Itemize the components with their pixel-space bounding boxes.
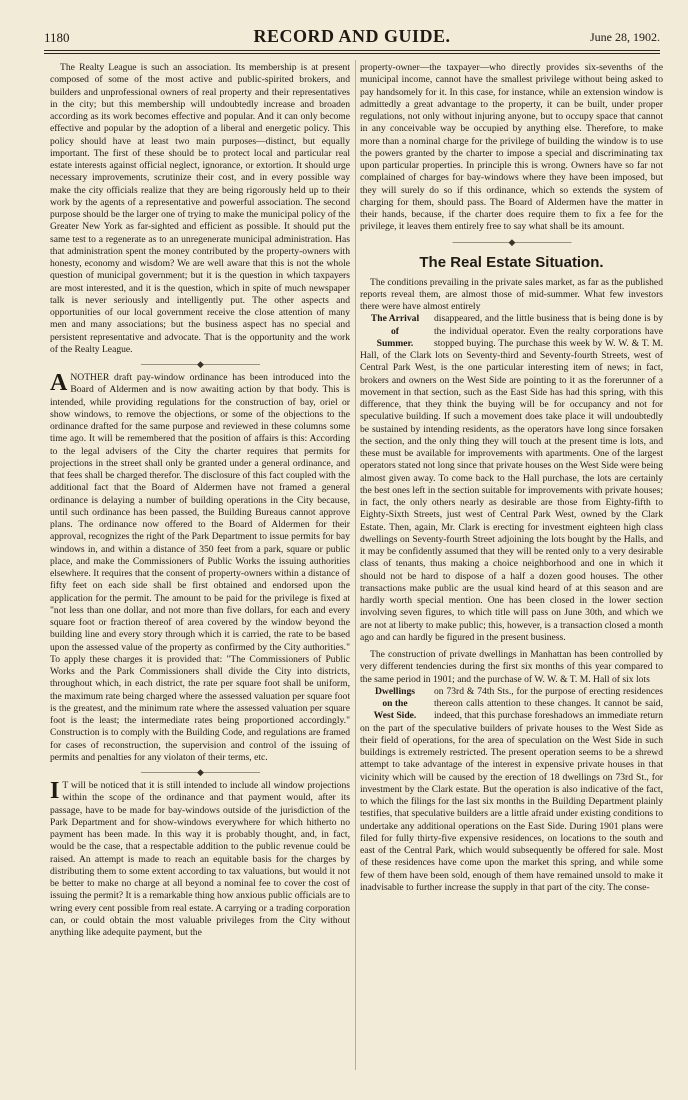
- left-column: [50, 62, 350, 939]
- right-column: [360, 62, 663, 894]
- paragraph-speculative-builders: on 73rd & 74th Sts., for the purpose of erecting residences thereon calls attention to these changes. It cannot be said, indeed, that this purchase foreshadows an immediate return on the part of the speculative builders of private houses to the West Side as their field of operations, for the area of speculation on the West Side in such buildings is extremely restricted. The present operation seems to be a shrewd attempt to take advantage of the interest in expensive private houses in that vicinity which will be caused by the erection of 18 dwellings on 73rd St., for investment by the Clark estate. But the operation is also indicative of the fact, to which the filings for the last six months in the Building Department plainly testifies, that speculative builders are a little afraid under existing conditions to undertake any additional operations on the East Side. During 1901 plans were filed for fully thirty-five expensive residences, on locations to the south and east of the Central Park, which would subsequently be offered for sale. Most of these residences have come upon the market this spring, and while some few of them have been sold, enough of them have remained unsold to make it inadvisable to further increase the supply in that part of the city. The conse-: [360, 685, 663, 893]
- publication-title: RECORD AND GUIDE.: [253, 26, 451, 46]
- section-ornament: ———————◆———————: [141, 767, 259, 777]
- paragraph-realty-league: The Realty League is such an association. Its membership is at present composed of some of the most active and public-spirited brokers, and builders and unprofessional owners of real property and their representatives in the city; but this membership will undoubtedly increase and broaden according as its work becomes effective and popular. And it can only become effective and popular by the adoption of a liberal and energetic policy. This policy should have at least two main purposes—distinct, but equally important. The first of these should be to protect local and particular real estate interests against official neglect, ignorance, or extortion. It should urge necessary improvements, scrutinize their cost, and in every possible way make the city officials realize that they are being rigorously held up to their work by the agents of a representative and powerful association. The second purpose should be the larger one of trying to make the municipal policy of the Greater New York as far-sighted and efficient as possible. It should put the same test to a regenerate as to an unregenerate municipal administration. Has that administration spent the money contributed by the property-owners with honesty, economy and wisdom? We are well aware that this is not the whole question of municipal government; but it is the question in which taxpayers are most interested, and it is the question, which in spite of much newspaper talk is never seriously and intelligently put. The other aspects and opportunities of our local government receive the close attention of many men and many associations; but the business aspect has no special and persistent representative and advocate. That is the opportunity and the work of the Realty League.: [50, 62, 350, 355]
- page-number: 1180: [44, 30, 70, 45]
- header-rule-bottom: [44, 53, 660, 54]
- paragraph-text: T will be noticed that it is still intended to include all window projections within the scope of the ordinance and that payment would, after its passage, have to be made for bay-windows outside of the jurisdiction of the Park Department and for show-windows everywhere for which hitherto no payment has been made. In this way it is probably thought, and, in fact, would be the case, that a respectable addition to the public revenue could be raised. An attempt is made to reach an equitable basis for the charges by distributing them to some extent according to tax valuations, but would it not be better to make no charge at all beyond a nominal fee to cover the cost of issuing the permit? It is a remarkable thing how anxious public officials are to wring every cent possible from real estate. A carrying or a trading corporation can, or could obtain the most valuable privileges from the City without anything like adequite payment, but the: [50, 780, 350, 938]
- section-ornament: ———————◆———————: [141, 359, 259, 369]
- side-heading-arrival-of-summer: The Arrival of Summer.: [370, 313, 420, 349]
- paragraph-construction: The construction of private dwellings in Manhattan has been controlled by very different tendencies during the first six months of this year compared to the same period in 1901; and the purchase of W. W. & T. M. Hall of six lots: [360, 649, 663, 685]
- paragraph-pay-window-ordinance: [50, 372, 350, 764]
- paragraph-property-owner: property-owner—the taxpayer—who directly provides six-sevenths of the municipal income, cannot have the smallest privilege without being asked to pay handsomely for it. In this case, for instance, while an extension window is admittedly a great advantage to the property, it can be built, under proper regulations, not only without injuring anyone, but to occupy space that cannot in any conceivable way be occupied by anything else. Therefore, to make more than a nominal charge for the privilege of building the window is to use the powers granted by the charter to impose a special and discriminating tax upon particular properties. In principle this is wrong. Owners have so far not complained of charges for bay-windows where they have been imposed, but they will surely do so if this ordinance, which so extends the system of charging for them, should pass. The Board of Aldermen have the matter in their hands, because, if the charter does require them to fix a fee for the privilege, it leaves them entirely free to say what shall be its amount.: [360, 62, 663, 233]
- header-rule-top: [44, 50, 660, 51]
- paragraph-window-projections: [50, 780, 350, 939]
- paragraph-conditions: The conditions prevailing in the private sales market, as far as the published reports reveal them, are almost those of mid-summer. What few investors there were have almost entirely: [360, 276, 663, 312]
- page-header: [44, 26, 660, 48]
- side-heading-dwellings-west-side: Dwellings on the West Side.: [373, 685, 417, 722]
- drop-cap: A: [50, 370, 68, 396]
- column-divider: [355, 60, 356, 1070]
- drop-cap: I: [50, 778, 60, 804]
- section-ornament: ———————◆———————: [452, 236, 571, 247]
- section-title: The Real Estate Situation.: [419, 253, 604, 271]
- paragraph-hall-purchase: disappeared, and the little business that is being done is by the individual operator. Even the realty corporations have stopped buying. The purchase this week by W. W. & T. M. Hall, of the Clark lots on Seventy-third and Seventy-fourth Streets, west of Central Park West, is the one particular interesting item of news; in fact, brokers and owners on the West Side are pointing to it as the forerunner of a movement in that section, such as the East Side has had this spring, with this difference, that they think the buying will be for occupancy and not for speculative building. If such a movement does take place it will undoubtedly be sustained by intending residents, as the operators have long since forsaken the section, and the only thing they will touch at the present time is lots, and these must be available for improvements with apartments. One of the largest operators stated not long since that private houses on the West Side were being almost given away. To come back to the Hall purchase, the lots are certainly the best ones left in the section suitable for improvements with private houses; in fact, the only others nearly as desirable are those from Eighty-fifth to Eighty-Sixth Streets, just west of Central Park West, owned by the Clark Estate. Then, again, Mr. Clark is erecting for investment eighteen high class dwellings on Seventy-fourth Street adjoining the lots bought by the Halls, and it may be confidently assumed that they will be rented only to a very desirable class of tenants, thus making a choice neighborhood and one in which it should not be hard to dispose of a half a dozen good houses. The other transactions make public are the usual kind heard of at this season and are hardly worth special mention. One has been closed in the lower section involving seven figures, to which title will pass on June 30th, and which we are not at liberty to make public; this, however, is a transaction closed a month ago and can hardly be figured in the present business.: [360, 313, 663, 643]
- paragraph-text: NOTHER draft pay-window ordinance has been introduced into the Board of Aldermen and is now awaiting action by that body. This is intended, while providing regulations for the construction of bay, oriel or show windows, to remove the objections, or some of the objections to the ordinance drafted for the same purpose and reviewed in these columns some time ago. It will be remembered that the position of affairs is this: According to the legal advisers of the City the charter requires that permits for projections in the street shall only be granted under a general ordinance, and that fees shall be charged therefor. The disclosure of this fact coupled with the additional fact that the Board of Aldermen have not framed a general ordinance is delaying a number of building operations in the City because, until such ordinance has been passed, the Building Bureaus cannot approve plans. The ordinance now offered to the Board of Aldermen for their approval, recognizes the right of the Park Department to issue permits for bay windows in, and within a distance of 350 feet from a park, square or public place, and make the Commissioners of Public Works the issuing authorities elsewhere. It requires that the consent of property-owners within a distance of fifty feet on each side shall be first obtained and endorsed upon the application for the permit. The amount to be paid for the privilege is fixed at "not less than one dollar, and not more than five dollars, for each and every square foot or fraction thereof of area covered by the window beyond the building line and every story through which it is carried, the rate to be based upon the assessed value of the property as confirmed by the City authorities." To apply these charges it is provided that: "The Commissioners of Public Works and the Park Commissioners shall divide the City into districts, throughout which, in each district, the rate per square foot shall be uniform, the maximum rate being charged where the assessed valuation per square foot is the greatest, and the minimum rate where the assessed valuation per square foot is the least; the intermediate rates being proportioned accordingly." Construction is to comply with the Building Code, and regulations are framed for cases of reconstruction, the supervision and control of the issuing of permits and penalties for any violaton of their terms, etc.: [50, 372, 350, 763]
- issue-date: June 28, 1902.: [590, 30, 660, 44]
